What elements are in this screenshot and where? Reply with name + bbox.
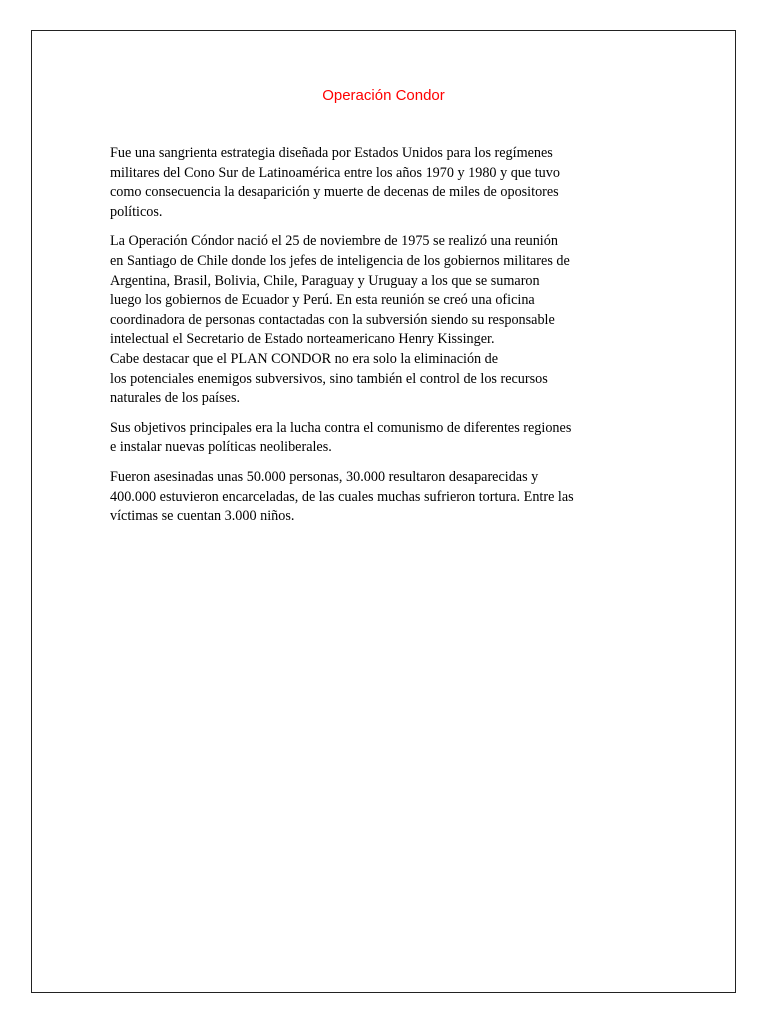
paragraph-1 — [110, 144, 665, 222]
paragraph-2 — [110, 232, 665, 408]
text-line: e instalar nuevas políticas neoliberales. — [110, 439, 332, 456]
document-body — [110, 144, 665, 537]
text-line: luego los gobiernos de Ecuador y Perú. En esta reunión se creó una oficina — [110, 292, 535, 309]
text-line: los potenciales enemigos subversivos, sino también el control de los recursos — [110, 370, 548, 387]
text-line: intelectual el Secretario de Estado norteamericano Henry Kissinger. — [110, 331, 495, 348]
text-line: como consecuencia la desaparición y muerte de decenas de miles de opositores — [110, 184, 559, 201]
document-page — [31, 30, 736, 993]
text-line: naturales de los países. — [110, 390, 241, 407]
text-line: Sus objetivos principales era la lucha contra el comunismo de diferentes regiones — [110, 419, 572, 436]
paragraph-4 — [110, 468, 665, 527]
text-line: víctimas se cuentan 3.000 niños. — [110, 508, 295, 525]
text-line: Fueron asesinadas unas 50.000 personas, 30.000 resultaron desaparecidas y — [110, 468, 539, 485]
text-line: políticos. — [110, 203, 163, 220]
text-line: Fue una sangrienta estrategia diseñada por Estados Unidos para los regímenes — [110, 145, 553, 161]
paragraph-3 — [110, 419, 665, 458]
document-title: Operación Condor — [322, 87, 445, 104]
text-line: La Operación Cóndor nació el 25 de noviembre de 1975 se realizó una reunión — [110, 233, 558, 250]
text-line: 400.000 estuvieron encarceladas, de las cuales muchas sufrieron tortura. Entre las — [110, 488, 574, 505]
text-line: Cabe destacar que el PLAN CONDOR no era solo la eliminación de — [110, 350, 499, 367]
text-line: en Santiago de Chile donde los jefes de inteligencia de los gobiernos militares de — [110, 252, 570, 269]
text-line: coordinadora de personas contactadas con la subversión siendo su responsable — [110, 311, 555, 328]
text-line: Argentina, Brasil, Bolivia, Chile, Paraguay y Uruguay a los que se sumaron — [110, 272, 540, 289]
text-line: militares del Cono Sur de Latinoamérica entre los años 1970 y 1980 y que tuvo — [110, 164, 560, 181]
